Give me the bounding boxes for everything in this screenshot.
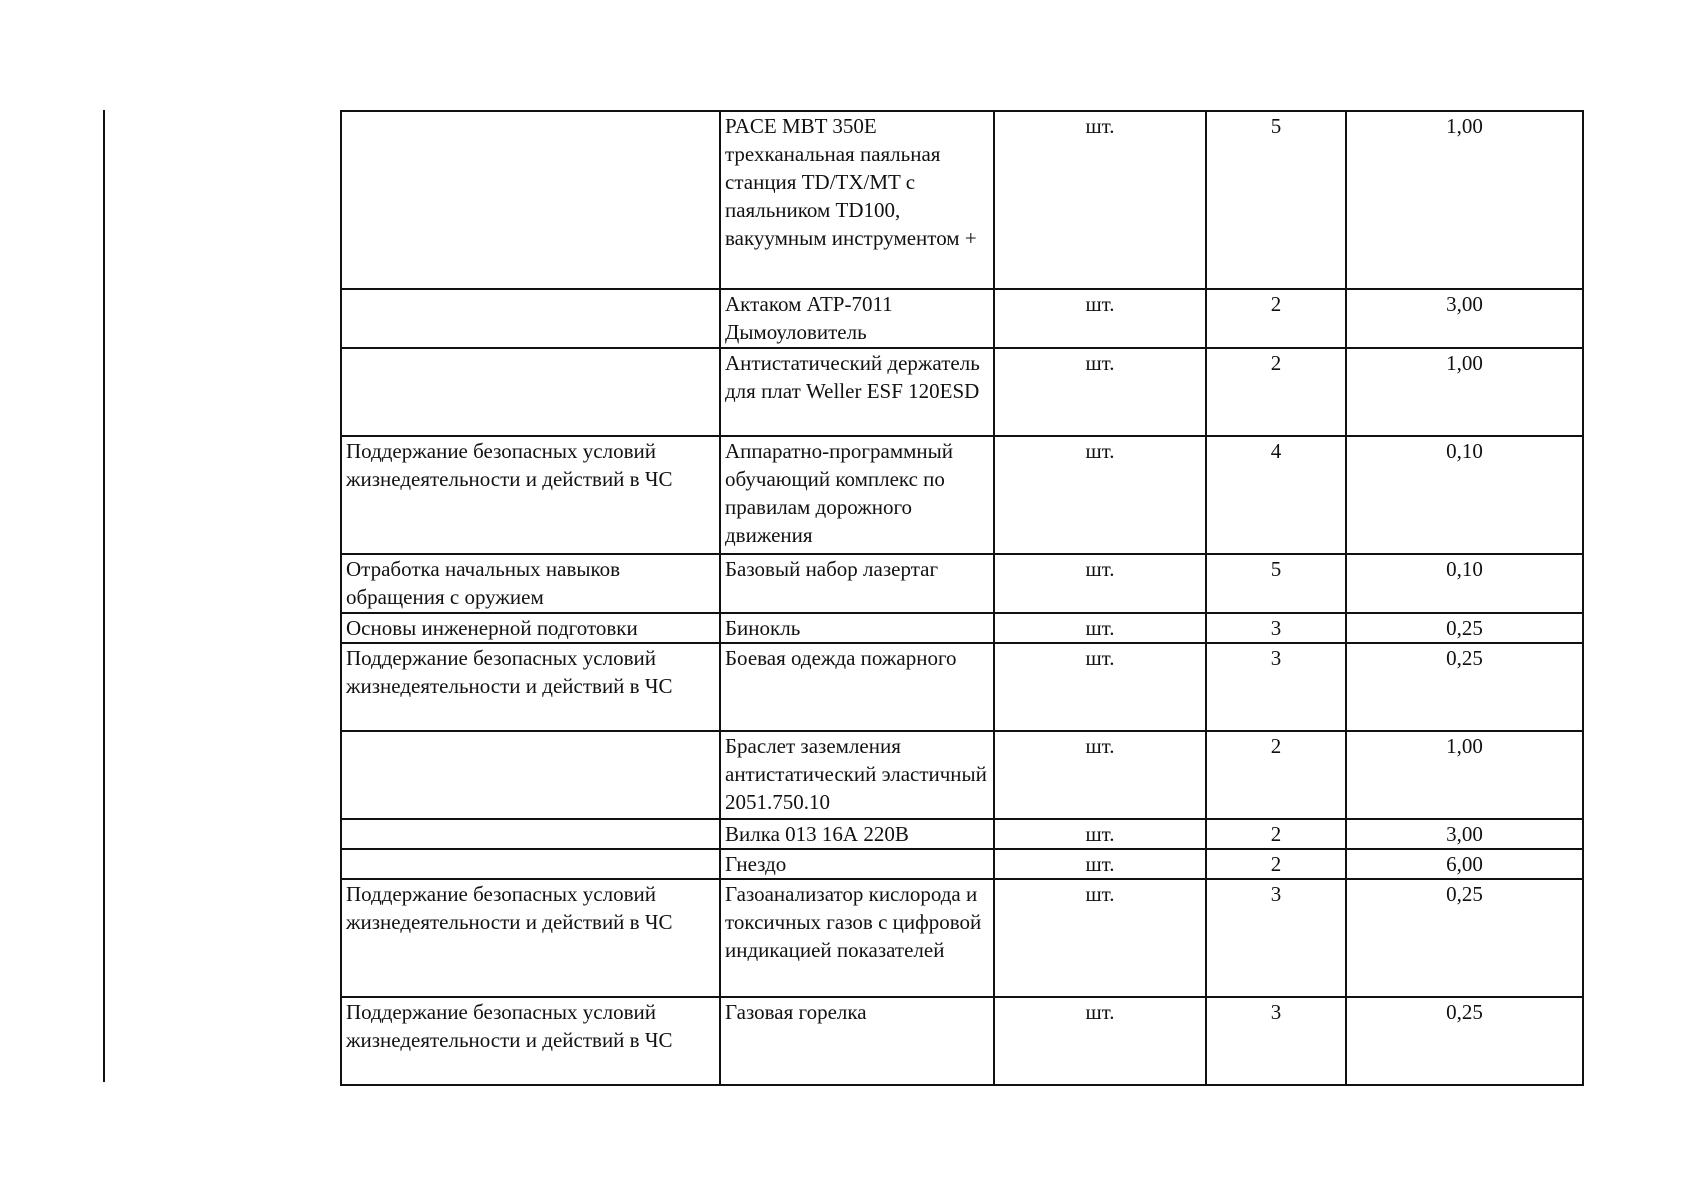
table-row [341, 849, 1583, 879]
unit-cell: шт. [994, 819, 1206, 849]
item-cell: Газовая горелка [720, 997, 994, 1085]
discipline-cell [341, 348, 720, 436]
unit-cell: шт. [994, 554, 1206, 613]
quantity-cell: 3 [1206, 879, 1346, 997]
item-cell: Гнездо [720, 849, 994, 879]
item-cell: Браслет заземления антистатический эластичный 2051.750.10 [720, 731, 994, 819]
quantity-cell: 3 [1206, 643, 1346, 731]
ratio-cell: 3,00 [1346, 819, 1583, 849]
discipline-cell: Отработка начальных навыков обращения с оружием [341, 554, 720, 613]
discipline-cell: Поддержание безопасных условий жизнедеятельности и действий в ЧС [341, 879, 720, 997]
unit-cell: шт. [994, 613, 1206, 643]
item-cell: Боевая одежда пожарного [720, 643, 994, 731]
ratio-cell: 0,25 [1346, 879, 1583, 997]
item-cell: Вилка 013 16А 220В [720, 819, 994, 849]
table-row [341, 554, 1583, 613]
ratio-cell: 1,00 [1346, 731, 1583, 819]
item-cell: Базовый набор лазертаг [720, 554, 994, 613]
table-row [341, 997, 1583, 1085]
table-row [341, 643, 1583, 731]
item-cell: Аппаратно-программный обучающий комплекс по правилам дорожного движения [720, 436, 994, 554]
unit-cell: шт. [994, 436, 1206, 554]
discipline-cell: Поддержание безопасных условий жизнедеятельности и действий в ЧС [341, 643, 720, 731]
quantity-cell: 2 [1206, 819, 1346, 849]
quantity-cell: 3 [1206, 613, 1346, 643]
ratio-cell: 0,25 [1346, 643, 1583, 731]
unit-cell: шт. [994, 879, 1206, 997]
ratio-cell: 0,25 [1346, 613, 1583, 643]
unit-cell: шт. [994, 731, 1206, 819]
item-cell: Газоанализатор кислорода и токсичных газов с цифровой индикацией показателей [720, 879, 994, 997]
quantity-cell: 5 [1206, 554, 1346, 613]
quantity-cell: 2 [1206, 849, 1346, 879]
discipline-cell: Поддержание безопасных условий жизнедеятельности и действий в ЧС [341, 436, 720, 554]
discipline-cell [341, 731, 720, 819]
unit-cell: шт. [994, 997, 1206, 1085]
table-row [341, 879, 1583, 997]
table-row [341, 348, 1583, 436]
item-cell: Бинокль [720, 613, 994, 643]
discipline-cell [341, 849, 720, 879]
ratio-cell: 0,25 [1346, 997, 1583, 1085]
quantity-cell: 2 [1206, 348, 1346, 436]
quantity-cell: 5 [1206, 111, 1346, 289]
unit-cell: шт. [994, 348, 1206, 436]
table-row [341, 436, 1583, 554]
quantity-cell: 3 [1206, 997, 1346, 1085]
ratio-cell: 1,00 [1346, 111, 1583, 289]
page-margin-rule [103, 110, 105, 1082]
table-row [341, 613, 1583, 643]
item-cell: PACE MBT 350E трехканальная паяльная станция TD/TX/MT с паяльником TD100, вакуумным инструментом + [720, 111, 994, 289]
unit-cell: шт. [994, 849, 1206, 879]
discipline-cell: Поддержание безопасных условий жизнедеятельности и действий в ЧС [341, 997, 720, 1085]
discipline-cell [341, 289, 720, 348]
unit-cell: шт. [994, 643, 1206, 731]
discipline-cell [341, 819, 720, 849]
equipment-table [340, 110, 1584, 1086]
unit-cell: шт. [994, 111, 1206, 289]
table-row [341, 289, 1583, 348]
quantity-cell: 2 [1206, 289, 1346, 348]
item-cell: Актаком АТР-7011 Дымоуловитель [720, 289, 994, 348]
ratio-cell: 6,00 [1346, 849, 1583, 879]
table-row [341, 819, 1583, 849]
unit-cell: шт. [994, 289, 1206, 348]
table-row [341, 111, 1583, 289]
item-cell: Антистатический держатель для плат Weller ESF 120ESD [720, 348, 994, 436]
quantity-cell: 4 [1206, 436, 1346, 554]
table-row [341, 731, 1583, 819]
ratio-cell: 3,00 [1346, 289, 1583, 348]
quantity-cell: 2 [1206, 731, 1346, 819]
ratio-cell: 0,10 [1346, 436, 1583, 554]
ratio-cell: 0,10 [1346, 554, 1583, 613]
ratio-cell: 1,00 [1346, 348, 1583, 436]
discipline-cell: Основы инженерной подготовки [341, 613, 720, 643]
discipline-cell [341, 111, 720, 289]
